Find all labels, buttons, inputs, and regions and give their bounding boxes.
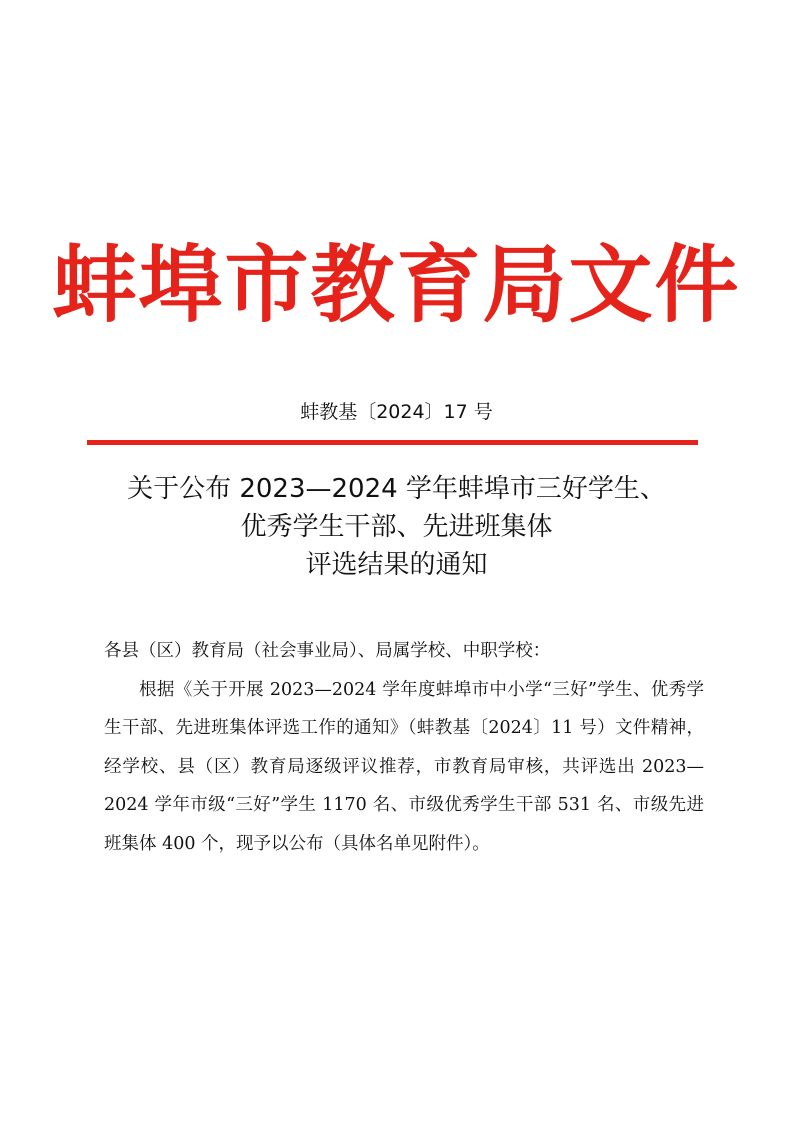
- notice-title: [80, 470, 713, 584]
- notice-title-line-2: 优秀学生干部、先进班集体: [240, 512, 553, 542]
- document-number: 蚌教基〔2024〕17 号: [300, 401, 493, 423]
- red-divider-line: [87, 440, 698, 445]
- notice-title-line-1: 关于公布 2023—2024 学年蚌埠市三好学生、: [127, 474, 666, 504]
- notice-body: [104, 632, 704, 863]
- masthead-title: 蚌埠市教育局文件: [52, 236, 741, 334]
- salutation: 各县（区）教育局（社会事业局）、局属学校、中职学校：: [104, 641, 551, 661]
- body-paragraph: 根据《关于开展 2023—2024 学年度蚌埠市中小学“三好”学生、优秀学生干部、先进班集体评选工作的通知》（蚌教基〔2024〕11 号）文件精神，经学校、县（区）教育局逐级评议推荐，市教育局审核，共评选出 2023—2024 学年市级“三好”学生 1170 名、市级优秀学生干部 531 名、市级先进班集体 400 个，现予以公布（具体名单见附件）。: [104, 679, 704, 854]
- notice-title-line-3: 评选结果的通知: [305, 550, 488, 580]
